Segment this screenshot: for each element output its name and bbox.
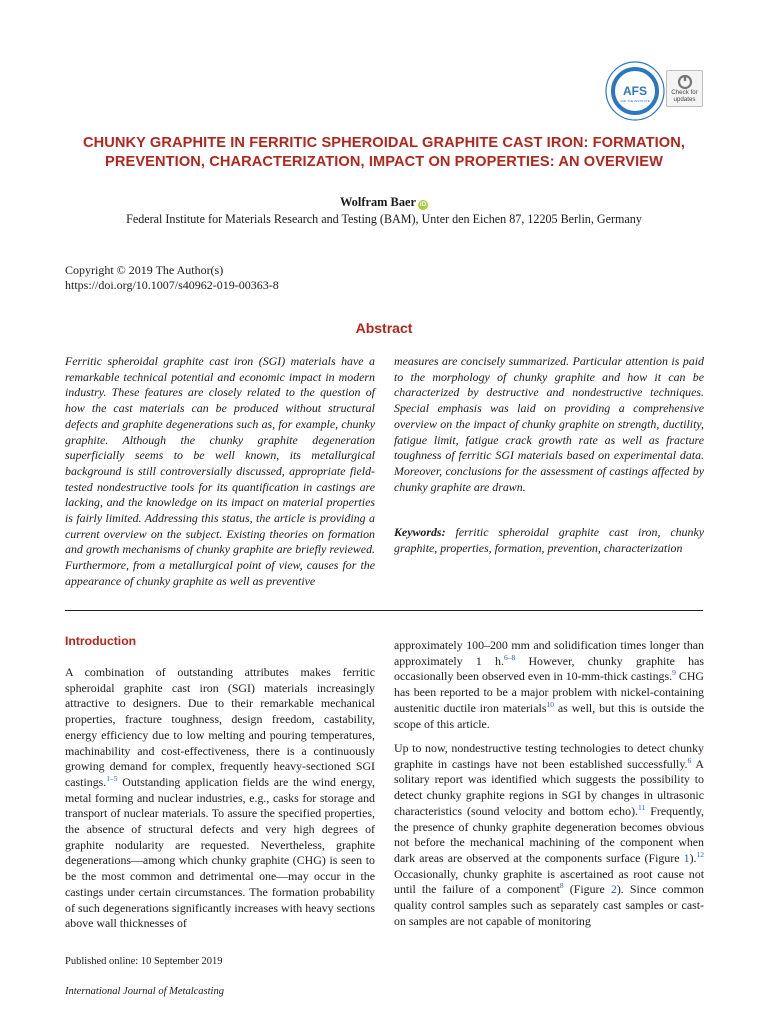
intro-left-part-1: A combination of outstanding attributes makes ferritic spheroidal graphite cast iron (SGI) materials increasingly attractive to designers. Due to their remarkable mechanical properties, fracture toughness, design freedom, castability, energy efficiency due to low melting and pouring temperatures, machinability and cost-effectiveness, there is a continuously growing demand for complex, frequently heavy-sectioned SGI castings. bbox=[65, 665, 375, 789]
afs-ring-text: AMERICAN FOUNDRY SOCIETY bbox=[612, 66, 657, 84]
intro-right-2-b: A solitary report was identified which suggests the possibility to detect chunky graphite regions in SGI by changes in ultrasonic characteristics (sound velocity and bottom echo). bbox=[394, 756, 705, 818]
published-date: Published online: 10 September 2019 bbox=[65, 956, 223, 967]
author-line bbox=[0, 195, 768, 210]
abstract-text-right: measures are concisely summarized. Particular attention is paid to the morphology of chunky graphite and how it can be characterized by destructive and nondestructive techniques. Special emphasis was laid on providing a comprehensive overview on the impact of chunky graphite on strength, ductility, fatigue limit, fatigue crack growth rate as well as fracture toughness of ferritic SGI materials based on experimental data. Moreover, conclusions for the assessment of castings affected by chunky graphite are drawn. bbox=[394, 354, 704, 494]
intro-right-1-c: CHG has been reported to be a major problem with nickel-containing austenitic ductile iron materials bbox=[394, 669, 705, 715]
citation-11[interactable]: 11 bbox=[638, 802, 646, 812]
affiliation: Federal Institute for Materials Research and Testing (BAM), Unter den Eichen 87, 12205 Berlin, Germany bbox=[126, 212, 642, 226]
abstract-heading: Abstract bbox=[355, 320, 413, 336]
intro-right-2-c: Frequently, the presence of chunky graphite degeneration becomes obvious not before the mechanical machining of the component when dark areas are observed at the components surface (Figure bbox=[394, 803, 704, 865]
article-title bbox=[40, 134, 728, 172]
keywords-text: ferritic spheroidal graphite cast iron, chunky graphite, properties, formation, prevention, characterization bbox=[394, 525, 705, 555]
introduction-text-right-para-1 bbox=[394, 638, 704, 732]
introduction-heading: Introduction bbox=[65, 634, 137, 648]
intro-right-1-d: as well, but this is outside the scope of this article. bbox=[394, 700, 704, 731]
citation-6-8[interactable]: 6–8 bbox=[503, 652, 516, 662]
check-updates-icon bbox=[677, 74, 693, 90]
introduction-text-left bbox=[65, 665, 375, 932]
intro-right-1-a: approximately 100–200 mm and solidification times longer than approximately 1 h. bbox=[394, 638, 704, 668]
copyright: Copyright © 2019 The Author(s) bbox=[65, 263, 224, 277]
title-line-2: PREVENTION, CHARACTERIZATION, IMPACT ON PROPERTIES: AN OVERVIEW bbox=[105, 154, 663, 170]
figure-1-link[interactable]: 1 bbox=[683, 850, 690, 865]
intro-right-2-g: ). Since common quality control samples such as separately cast samples or cast-on samples are not capable of monitoring bbox=[394, 882, 704, 928]
check-updates-line-2: updates bbox=[673, 95, 696, 103]
check-updates-line-1: Check for bbox=[671, 89, 698, 96]
author-name[interactable]: Wolfram Baer bbox=[339, 195, 417, 209]
intro-right-2-a: Up to now, nondestructive testing technologies to detect chunky graphite in castings have not been established successfully. bbox=[394, 741, 704, 771]
introduction-text-right-para-2 bbox=[394, 741, 704, 929]
intro-right-2-d: ). bbox=[689, 850, 697, 865]
citation-1-5[interactable]: 1–5 bbox=[106, 773, 118, 783]
afs-logo-subtext: AND THE INSTITUTE bbox=[620, 99, 650, 103]
citation-12[interactable]: 12 bbox=[696, 849, 704, 859]
intro-right-2-e: Occasionally, chunky graphite is ascertained as root cause not until the failure of a component bbox=[394, 866, 704, 897]
citation-9[interactable]: 9 bbox=[672, 668, 676, 678]
check-for-updates-badge[interactable] bbox=[666, 70, 703, 107]
abstract-text-left: Ferritic spheroidal graphite cast iron (SGI) materials have a remarkable technical potential and economic impact in modern industry. These features are closely related to the question of how the cast materials can be produced without structural defects and graphite degenerations such as, for example, chunky graphite. Although the chunky graphite degeneration superficially seems to be well known, its metallurgical background is still controversially discussed, appropriate field-tested nondestructive tools for its quantification in castings are lacking, and the knowledge on its impact on material properties is fairly limited. Addressing this status, the article is providing a current overview on the subject. Existing theories on formation and growth mechanisms of chunky graphite are briefly reviewed. Furthermore, from a metallurgical point of view, causes for the appearance of chunky graphite as well as preventive bbox=[65, 354, 375, 588]
citation-6b[interactable]: 6 bbox=[687, 755, 692, 765]
keywords bbox=[394, 525, 704, 556]
intro-left-part-2: Outstanding application fields are the wind energy, metal forming and nuclear industries, e.g., casks for storage and transport of nuclear materials. To assure the specified properties, the absence of structural defects and very high degrees of graphite nodularity are requested. Nevertheless, graphite degenerations—among which chunky graphite (CHG) is seen to be the most common and detrimental one—may occur in the castings under certain circumstances. The formation probability of such degenerations significantly increases with heavy sections above wall thicknesses of bbox=[65, 774, 375, 931]
citation-8[interactable]: 8 bbox=[559, 881, 564, 891]
section-divider bbox=[65, 610, 703, 611]
journal-name: International Journal of Metalcasting bbox=[65, 986, 224, 997]
figure-2-link[interactable]: 2 bbox=[610, 882, 617, 897]
citation-10[interactable]: 10 bbox=[546, 699, 554, 709]
keywords-label: Keywords: bbox=[394, 525, 446, 539]
afs-logo-text: AFS bbox=[623, 84, 647, 98]
intro-right-1-b: However, chunky graphite has occasionally been observed even in 10-mm-thick castings. bbox=[394, 653, 704, 684]
afs-logo bbox=[604, 60, 666, 122]
doi-link[interactable]: https://doi.org/10.1007/s40962-019-00363-8 bbox=[65, 278, 279, 292]
orcid-icon[interactable]: iD bbox=[419, 201, 427, 208]
title-line-1: CHUNKY GRAPHITE IN FERRITIC SPHEROIDAL GRAPHITE CAST IRON: FORMATION, bbox=[82, 135, 685, 151]
intro-right-2-f: (Figure bbox=[563, 882, 611, 897]
